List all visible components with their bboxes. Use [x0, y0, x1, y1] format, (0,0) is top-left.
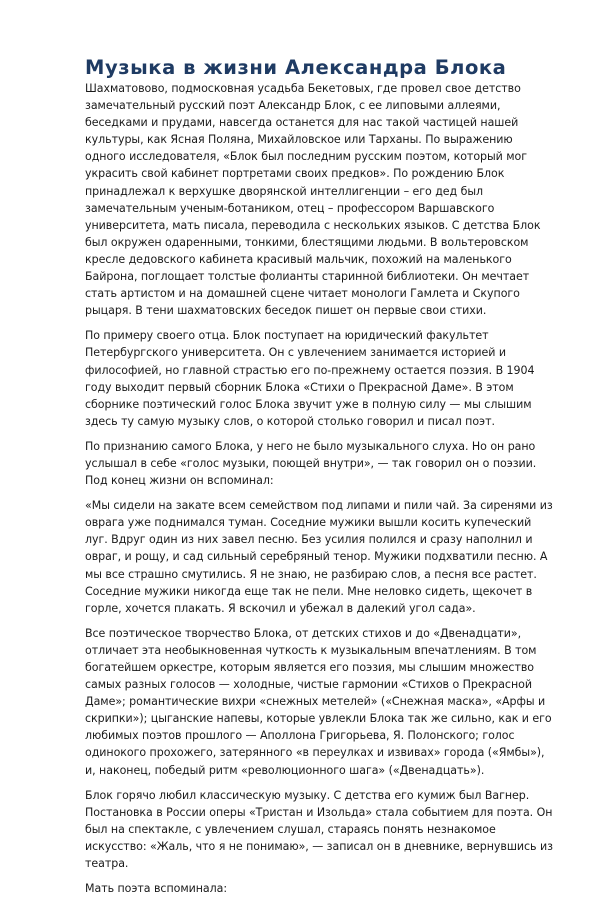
paragraph-creative-work: Все поэтическое творчество Блока, от детских стихов и до «Двенадцати», отличает эта необыкновенная чуткость к музыкальным впечатлениям. В том богатейшем оркестре, которым является его поэзия, мы слышим множество самых разных голосов — холодные, чистые гармонии «Стихов о Прекрасной Даме»; романтические вихри «снежных метелей» («Снежная маска», «Арфы и скрипки»); цыганские напевы, которые увлекли Блока так же сильно, как и его любимых поэтов прошлого — Аполлона Григорьева, Я. Полонского; голос одинокого прохожего, затерянного «в переулках и извивах» города («Ямбы»), и, наконец, победый ритм «революционного шага» («Двенадцать»). [85, 626, 552, 777]
paragraph-quote: «Мы сидели на закате всем семейством под липами и пили чай. За сиренями из оврага уже поднимался туман. Соседние мужики вышли косить купеческий луг. Вдруг один из них завел песню. Без усилия полился и сразу наполнил и овраг, и рощу, и сад сильный серебряный тенор. Мужики подхватили песню. А мы все страшно смутились. Я не знаю, не разбираю слов, а песня все растет. Соседние мужики никогда еще так не пели. Мне неловко сидеть, щекочет в горле, хочется плакать. Я вскочил и убежал в далекий угол сада». [85, 499, 553, 615]
page-title: Музыка в жизни Александра Блока [85, 56, 507, 79]
paragraph-classical-music: Блок горячо любил классическую музыку. С детства его кумиж был Вагнер. Постановка в России оперы «Тристан и Изольда» стала событием для поэта. Он был на спектакле, с увлечением слушал, стараясь понять незнакомое искусство: «Жаль, что я не понимаю», — записал он в дневнике, вернувшись из театра. [85, 788, 553, 871]
paragraph-university: По примеру своего отца. Блок поступает на юридический факультет Петербургского университета. Он с увлечением занимается историей и философией, но главной страстью его по-прежнему остается поэзия. В 1904 году выходит первый сборник Блока «Стихи о Прекрасной Даме». В этом сборнике поэтический голос Блока звучит уже в полную силу — мы слышим здесь ту самую музыку слов, о которой столько говорил и писал поэт. [85, 329, 535, 428]
paragraph-music-voice: По признанию самого Блока, у него не было музыкального слуха. Но он рано услышал в себе «голос музыки, поющей внутри», — так говорил он о поэзии. Под конец жизни он вспоминал: [85, 439, 537, 488]
paragraph-mother-recalled: Мать поэта вспоминала: [85, 882, 228, 896]
document-page [85, 56, 555, 905]
paragraph-shakhmatovo: Шахматовово, подмосковная усадьба Бекетовых, где провел свое детство замечательный русский поэт Александр Блок, с ее липовыми аллеями, беседками и прудами, навсегда останется для нас такой частицей нашей культуры, как Ясная Поляна, Михайловское или Тарханы. По выражению одного исследователя, «Блок был последним русским поэтом, который мог украсить свой кабинет портретами своих предков». По рождению Блок принадлежал к верхушке дворянской интеллигенции – его дед был замечательным ученым-ботаником, отец – профессором Варшавского университета, мать писала, переводила с нескольких языков. С детства Блок был окружен одаренными, тонкими, блестящими людьми. В вольтеровском кресле дедовского кабинета красивый мальчик, похожий на маленького Байрона, поглощает толстые фолианты старинной библиотеки. Он мечтает стать артистом и на домашней сцене читает монологи Гамлета и Скупого рыцаря. В тени шахматовских беседок пишет он первые свои стихи. [85, 82, 541, 318]
